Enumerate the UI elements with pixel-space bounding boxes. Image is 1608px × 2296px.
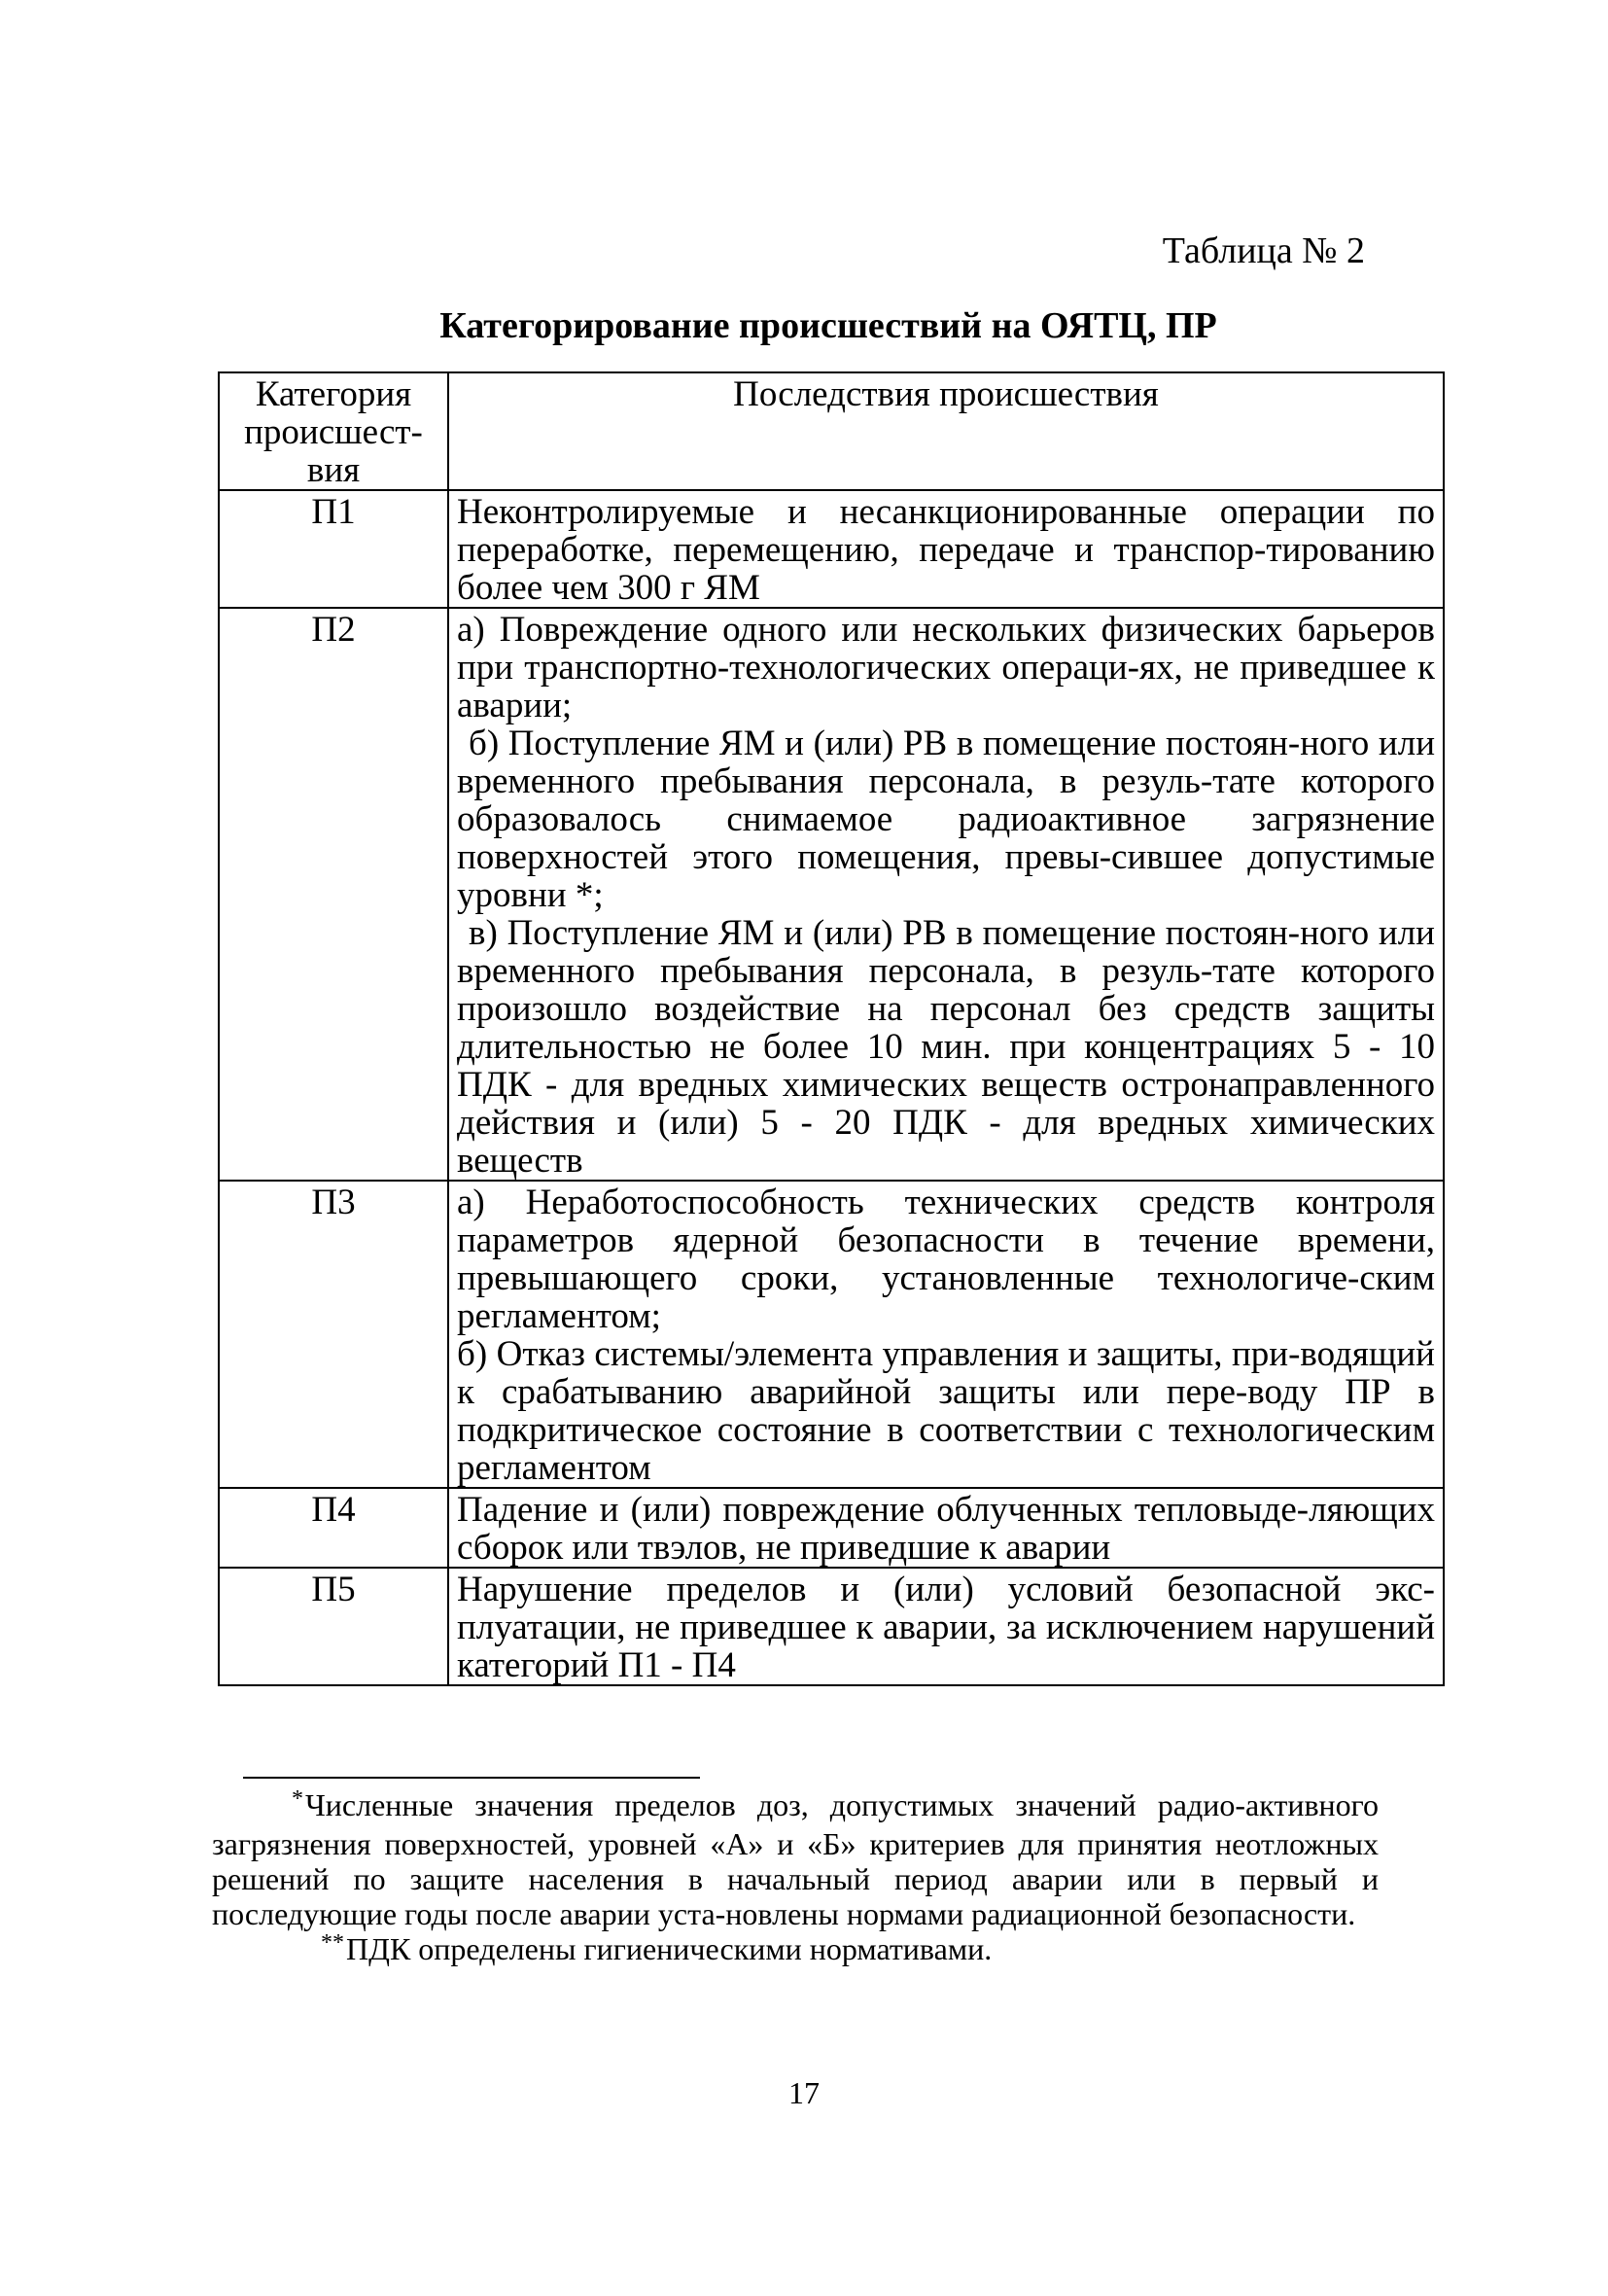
footnote-1-marker: * (292, 1786, 303, 1812)
table-number: Таблица № 2 (1162, 230, 1365, 271)
footnote-1 (212, 1787, 1379, 1931)
consequence-text: Падение и (или) повреждение облученных тепловыде-ляющих сборок или твэлов, не приведшие к аварии (457, 1490, 1435, 1568)
category-cell: П1 (219, 490, 448, 608)
category-cell: П2 (219, 608, 448, 1181)
category-cell: П5 (219, 1568, 448, 1685)
footnote-2-marker: ** (321, 1930, 344, 1956)
column-header-consequences: Последствия происшествия (448, 372, 1444, 490)
footnotes (212, 1787, 1379, 1970)
table-row (219, 490, 1444, 608)
table-row (219, 1181, 1444, 1488)
column-header-category: Категория происшест-вия (219, 372, 448, 490)
footnote-separator (243, 1777, 700, 1779)
category-cell: П3 (219, 1181, 448, 1488)
category-cell: П4 (219, 1488, 448, 1568)
table-row (219, 608, 1444, 1181)
table-title: Категорирование происшествий на ОЯТЦ, ПР (439, 305, 1217, 346)
consequences-cell (448, 608, 1444, 1181)
table-header-row (219, 372, 1444, 490)
table-row (219, 1568, 1444, 1685)
consequences-cell (448, 1568, 1444, 1685)
footnote-2-text: ПДК определены гигиеническими нормативами. (346, 1931, 993, 1966)
consequences-cell (448, 1181, 1444, 1488)
incident-categories-table (218, 371, 1445, 1686)
consequences-cell (448, 490, 1444, 608)
consequence-item-a: а) Повреждение одного или нескольких физических барьеров при транспортно-технологических операци-ях, не приведшее к аварии; (457, 610, 1435, 725)
consequences-cell (448, 1488, 1444, 1568)
table-row (219, 1488, 1444, 1568)
consequence-item-a: а) Неработоспособность технических средств контроля параметров ядерной безопасности в течение времени, превышающего сроки, установленные технологиче-ским регламентом; (457, 1183, 1435, 1336)
consequence-text: Нарушение пределов и (или) условий безопасной экс-плуатации, не приведшее к аварии, за исключением нарушений категорий П1 - П4 (457, 1570, 1435, 1685)
footnote-2 (212, 1931, 1379, 1970)
footnote-1-text: Численные значения пределов доз, допустимых значений радио-активного загрязнения поверхностей, уровней «А» и «Б» критериев для принятия неотложных решений по защите населения в начальный период аварии или в первый и последующие годы после аварии уста-новлены нормами радиационной безопасности. (212, 1787, 1379, 1931)
page-number: 17 (788, 2075, 820, 2110)
consequence-item-c: в) Поступление ЯМ и (или) РВ в помещение постоян-ного или временного пребывания персонала, в резуль-тате которого произошло воздействие на персонал без средств защиты длительностью не более 10 мин. при концентрациях 5 - 10 ПДК - для вредных химических веществ остронаправленного действия и (или) 5 - 20 ПДК - для вредных химических веществ (457, 913, 1435, 1181)
consequence-item-b: б) Отказ системы/элемента управления и защиты, при-водящий к срабатыванию аварийной защиты или пере-воду ПР в подкритическое состояние в соответствии с технологическим регламентом (457, 1334, 1435, 1488)
consequence-text: Неконтролируемые и несанкционированные операции по переработке, перемещению, передаче и транспор-тированию более чем 300 г ЯМ (457, 492, 1435, 608)
consequence-item-b: б) Поступление ЯМ и (или) РВ в помещение постоян-ного или временного пребывания персонала, в резуль-тате которого образовалось снимаемое радиоактивное загрязнение поверхностей этого помещения, превы-сившее допустимые уровни *; (457, 724, 1435, 915)
